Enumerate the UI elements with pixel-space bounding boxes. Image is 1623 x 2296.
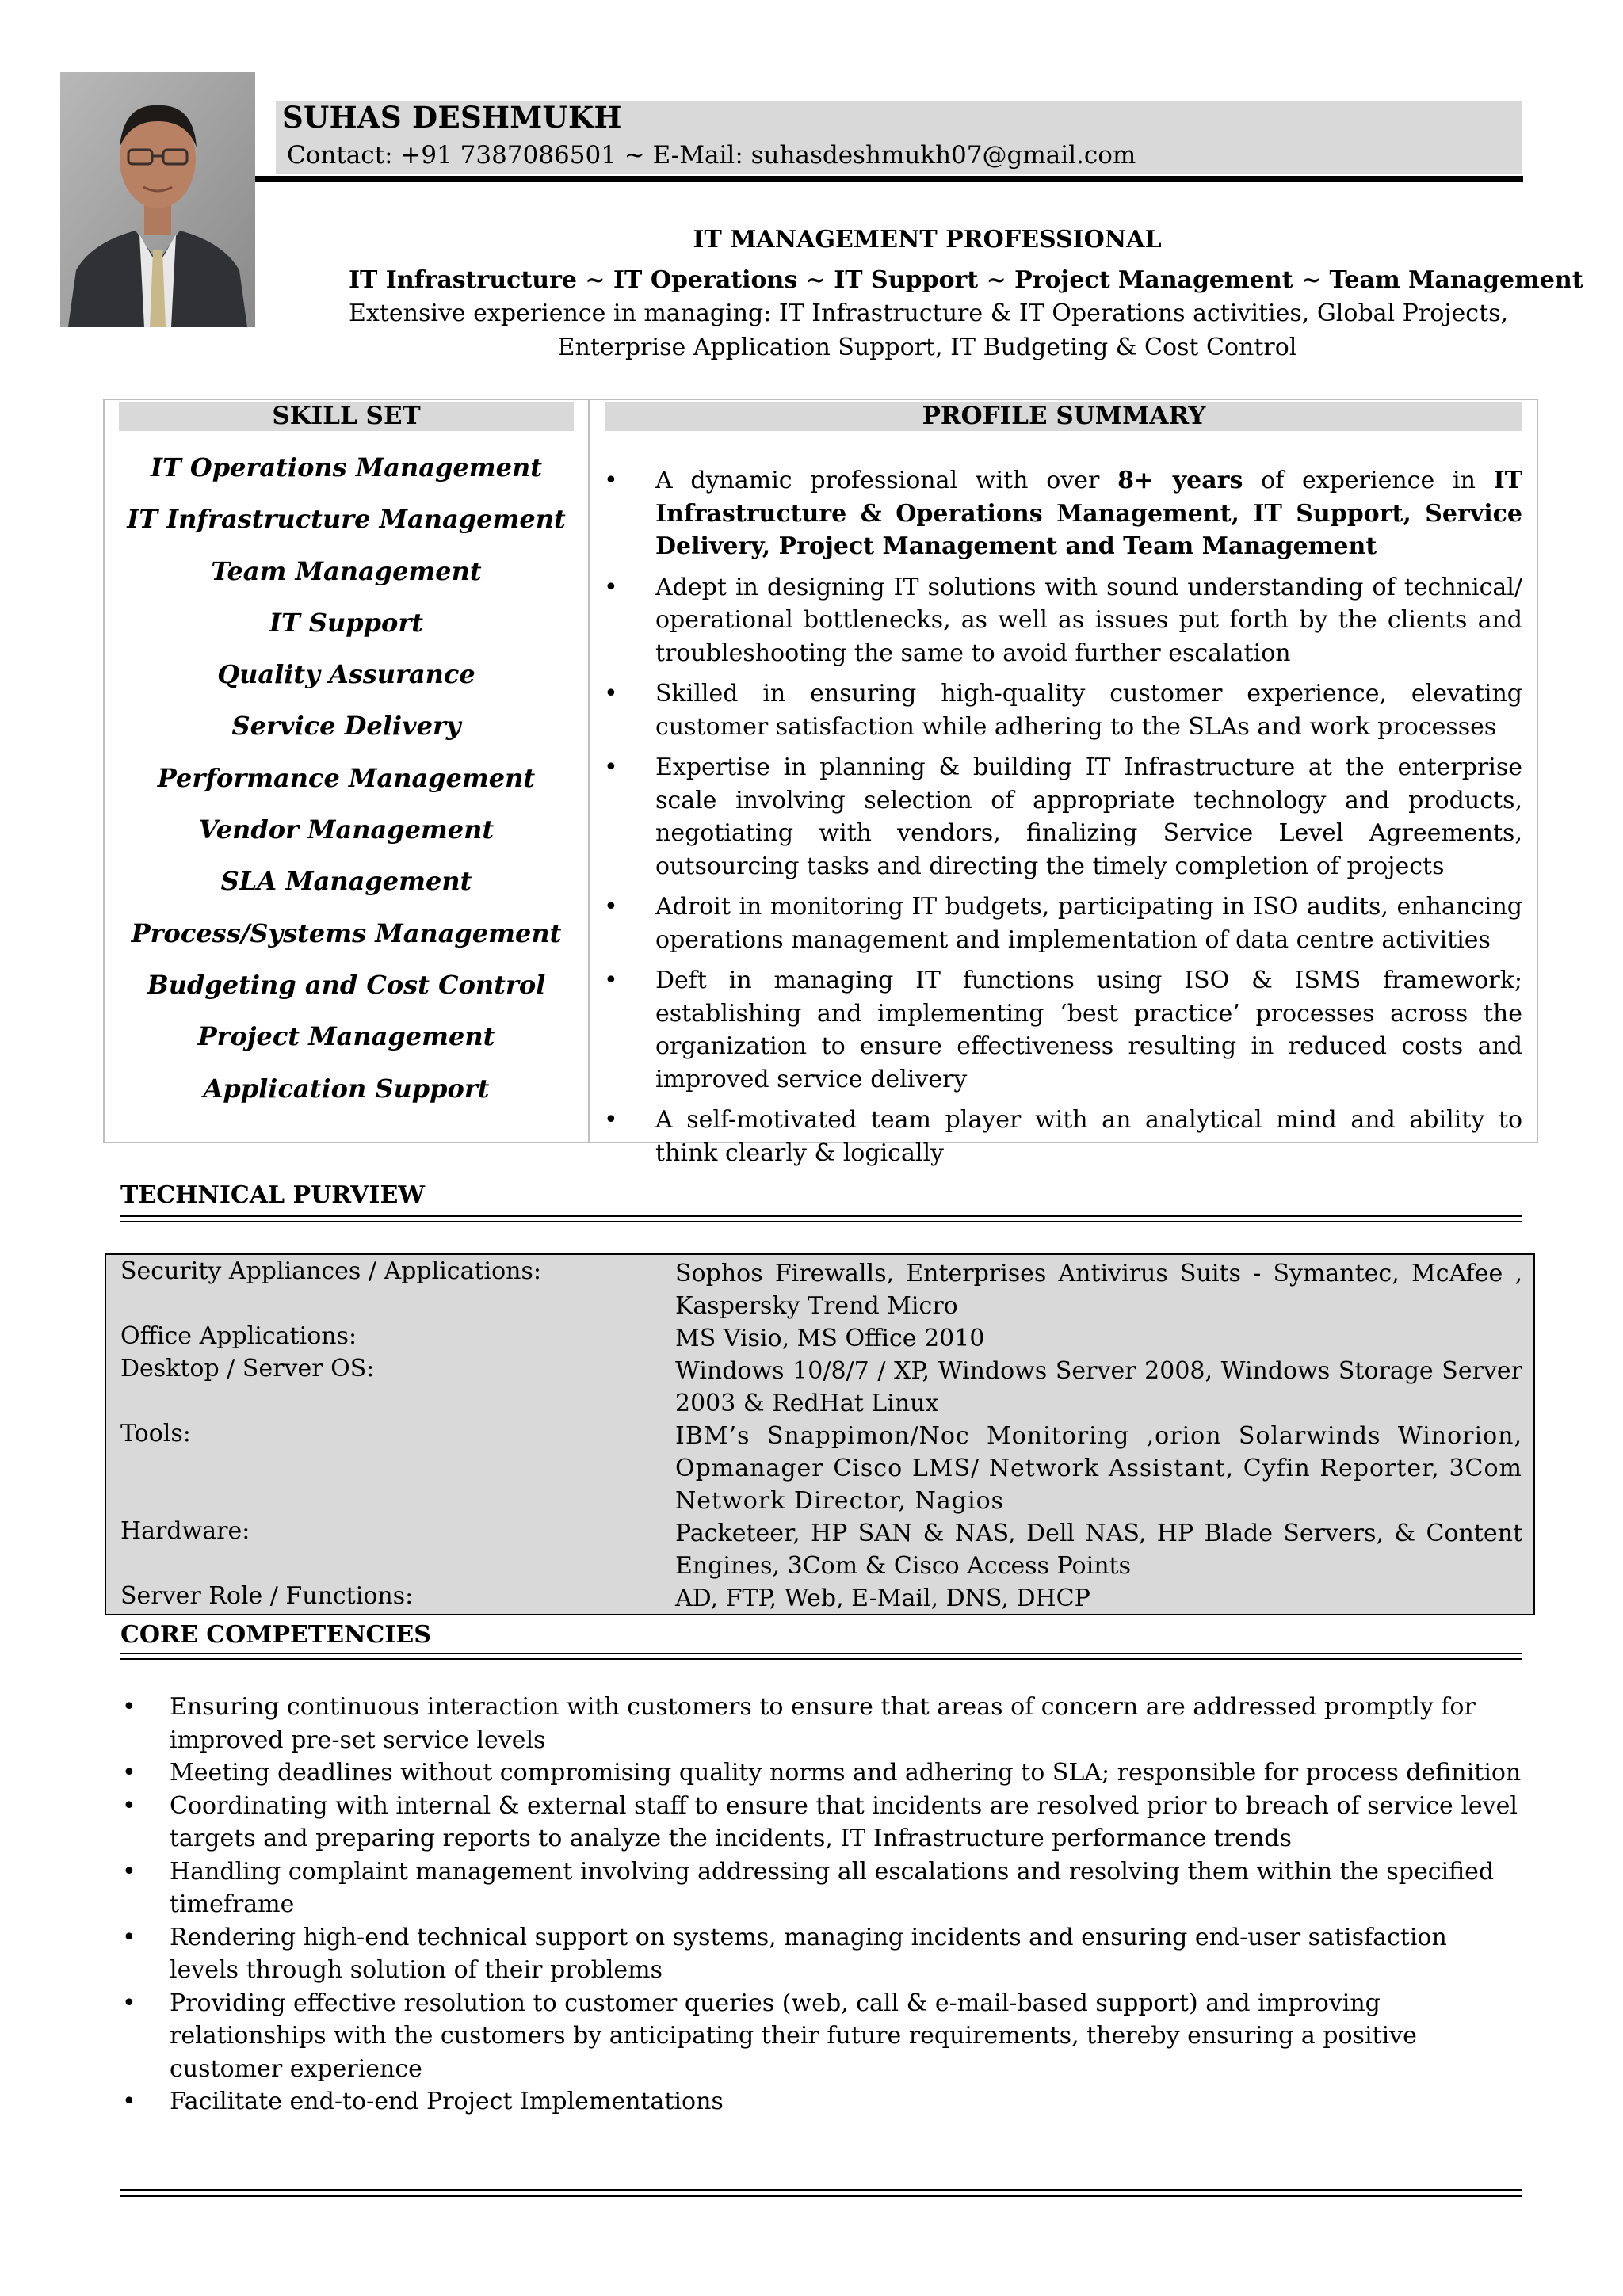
tech-value: Packeteer, HP SAN & NAS, Dell NAS, HP Blade Servers, & Content Engines, 3Com & Cisco Access Points (675, 1520, 1522, 1580)
tech-label: Server Role / Functions: (120, 1582, 414, 1610)
competency-text: Ensuring continuous interaction with customers to ensure that areas of concern are addressed promptly for improved pre-set service levels (170, 1693, 1476, 1754)
bullet-icon: • (604, 680, 618, 707)
competency-text: Facilitate end-to-end Project Implementations (170, 2088, 724, 2115)
competency-item (120, 1790, 1522, 1855)
tech-label: Office Applications: (120, 1322, 357, 1350)
profile-item (602, 964, 1522, 1096)
section-rule (120, 1653, 1522, 1654)
skill-item: Team Management (211, 555, 482, 586)
profile-item (602, 891, 1522, 956)
footer-rule (120, 2195, 1522, 2197)
bullet-icon: • (122, 1759, 136, 1787)
footer-rule (120, 2189, 1522, 2191)
profile-item-text: Adept in designing IT solutions with sound understanding of technical/ operational bottlenecks, as well as issues put forth by the clients and troubleshooting the same to avoid further escalation (655, 573, 1522, 667)
subline: IT Infrastructure ~ IT Operations ~ IT Support ~ Project Management ~ Team Management (349, 266, 1583, 294)
contact-line: Contact: +91 7387086501 ~ E-Mail: suhasdeshmukh07@gmail.com (287, 141, 1136, 170)
competency-text: Meeting deadlines without compromising quality norms and adhering to SLA; responsible for process definition (170, 1759, 1522, 1787)
bullet-icon: • (122, 1857, 136, 1886)
skill-item: Vendor Management (198, 814, 495, 845)
profile-item (602, 751, 1522, 883)
intro-line-2: Enterprise Application Support, IT Budgeting & Cost Control (557, 334, 1297, 361)
bullet-icon: • (604, 967, 618, 994)
profile-summary-list (602, 464, 1522, 1177)
tech-label: Desktop / Server OS: (120, 1355, 375, 1383)
bullet-icon: • (122, 1791, 136, 1820)
profile-item (602, 677, 1522, 743)
skill-item: IT Infrastructure Management (127, 504, 566, 535)
skill-item: Project Management (197, 1021, 495, 1052)
competency-text: Providing effective resolution to customer queries (web, call & e-mail-based support) and improving relationships with the customers by anticipating their future requirements, thereby ensuring a positive customer experience (170, 1989, 1417, 2083)
competency-item (120, 2085, 1522, 2119)
candidate-name: SUHAS DESHMUKH (282, 100, 622, 135)
tech-value: IBM’s Snappimon/Noc Monitoring ,orion Solarwinds Winorion, Opmanager Cisco LMS/ Network Assistant, Cyfin Reporter, 3Com Network Director, Nagios (675, 1422, 1522, 1515)
tech-value: MS Visio, MS Office 2010 (675, 1325, 985, 1352)
section-rule (120, 1221, 1522, 1222)
profile-item-text: Deft in managing IT functions using ISO & ISMS framework; establishing and implementing ‘best practice’ processes across the organization to ensure effectiveness resulting in reduced costs and improved service delivery (655, 967, 1522, 1093)
competency-item (120, 1921, 1522, 1987)
bullet-icon: • (122, 1693, 136, 1721)
intro-line-1: Extensive experience in managing: IT Infrastructure & IT Operations activities, Global Projects, (349, 299, 1509, 327)
bullet-icon: • (604, 753, 618, 781)
profile-item-text: of experience in (1243, 467, 1494, 494)
skill-list (119, 448, 574, 1120)
tech-label: Tools: (120, 1420, 191, 1447)
profile-item-emphasis: IT Infrastructure & Operations Management, IT Support, Service Delivery, Project Management and Team Management (655, 467, 1522, 560)
tech-value: Sophos Firewalls, Enterprises Antivirus Suits - Symantec, McAfee , Kaspersky Trend Micro (675, 1260, 1522, 1320)
bullet-icon: • (122, 1989, 136, 2017)
competency-text: Handling complaint management involving addressing all escalations and resolving them within the specified timeframe (170, 1857, 1495, 1918)
skill-item: Application Support (203, 1073, 490, 1104)
profile-item-text: A self-motivated team player with an analytical mind and ability to think clearly & logically (655, 1106, 1522, 1167)
profile-item-emphasis: 8+ years (1117, 467, 1243, 494)
headline: IT MANAGEMENT PROFESSIONAL (693, 226, 1162, 254)
bullet-icon: • (122, 2088, 136, 2115)
skill-item: Budgeting and Cost Control (147, 969, 546, 1000)
tech-value: AD, FTP, Web, E-Mail, DNS, DHCP (675, 1585, 1090, 1612)
skill-item: Process/Systems Management (131, 917, 562, 948)
profile-item-text: Expertise in planning & building IT Infrastructure at the enterprise scale involving selection of appropriate technology and products, negotiating with vendors, finalizing Service Level Agreements, outsourcing tasks and directing the timely completion of projects (655, 753, 1522, 880)
column-divider (588, 399, 590, 1143)
competency-text: Rendering high-end technical support on systems, managing incidents and ensuring end-user satisfaction levels through solution of their problems (170, 1923, 1447, 1984)
skill-set-heading: SKILL SET (119, 402, 574, 431)
profile-item-text: Skilled in ensuring high-quality customer experience, elevating customer satisfaction while adhering to the SLAs and work processes (655, 680, 1522, 741)
profile-item-text: A dynamic professional with over (655, 467, 1118, 494)
profile-item (602, 464, 1522, 563)
bullet-icon: • (604, 467, 618, 494)
competency-text: Coordinating with internal & external staff to ensure that incidents are resolved prior to breach of service level targets and preparing reports to analyze the incidents, IT Infrastructure performance trends (170, 1791, 1518, 1852)
section-rule (120, 1215, 1522, 1217)
bullet-icon: • (604, 893, 618, 921)
profile-summary-heading: PROFILE SUMMARY (605, 402, 1522, 431)
core-competencies-heading: CORE COMPETENCIES (120, 1621, 431, 1649)
profile-photo (60, 72, 255, 327)
core-competency-list (120, 1691, 1522, 2119)
competency-item (120, 1756, 1522, 1790)
skill-item: Service Delivery (231, 711, 461, 742)
bullet-icon: • (122, 1923, 136, 1951)
competency-item (120, 1987, 1522, 2086)
tech-label: Hardware: (120, 1517, 250, 1545)
competency-item (120, 1855, 1522, 1921)
skill-item: IT Support (269, 607, 424, 638)
profile-item-text: Adroit in monitoring IT budgets, participating in ISO audits, enhancing operations management and implementation of data centre activities (655, 893, 1522, 954)
header-rule (255, 176, 1523, 182)
profile-item (602, 1104, 1522, 1169)
bullet-icon: • (604, 1106, 618, 1134)
skill-item: SLA Management (220, 866, 472, 897)
tech-label: Security Appliances / Applications: (120, 1257, 541, 1285)
bullet-icon: • (604, 573, 618, 601)
section-rule (120, 1658, 1522, 1660)
skill-item: Performance Management (157, 762, 536, 793)
profile-item (602, 571, 1522, 670)
technical-purview-heading: TECHNICAL PURVIEW (120, 1181, 426, 1209)
skill-item: IT Operations Management (151, 452, 542, 482)
tech-value: Windows 10/8/7 / XP, Windows Server 2008, Windows Storage Server 2003 & RedHat Linux (675, 1357, 1522, 1417)
skill-item: Quality Assurance (217, 659, 475, 690)
competency-item (120, 1691, 1522, 1756)
